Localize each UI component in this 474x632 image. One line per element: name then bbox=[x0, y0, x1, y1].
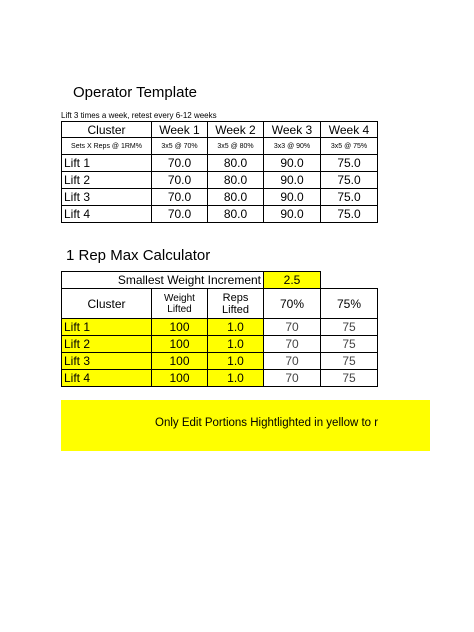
week-value: 90.0 bbox=[264, 172, 321, 189]
header-reps-line-1: Reps bbox=[222, 291, 249, 304]
table-row bbox=[62, 172, 378, 189]
subheader-week-2: 3x5 @ 80% bbox=[208, 138, 264, 155]
weight-input[interactable]: 100 bbox=[152, 336, 208, 353]
reps-input[interactable]: 1.0 bbox=[208, 353, 264, 370]
operator-table bbox=[61, 121, 378, 223]
header-week-4: Week 4 bbox=[321, 122, 378, 138]
header-weight-line-2: Lifted bbox=[167, 303, 192, 315]
instruction-text: Only Edit Portions Hightlighted in yellow to r bbox=[155, 417, 379, 429]
week-value: 80.0 bbox=[208, 206, 264, 223]
week-value: 90.0 bbox=[264, 189, 321, 206]
header-cluster: Cluster bbox=[62, 289, 152, 319]
week-value: 80.0 bbox=[208, 155, 264, 172]
reps-input[interactable]: 1.0 bbox=[208, 336, 264, 353]
subheader-week-4: 3x5 @ 75% bbox=[321, 138, 378, 155]
weight-input[interactable]: 100 bbox=[152, 353, 208, 370]
table-row bbox=[62, 353, 378, 370]
subheader-week-1: 3x5 @ 70% bbox=[152, 138, 208, 155]
lift-label: Lift 4 bbox=[62, 206, 152, 223]
table-row bbox=[62, 155, 378, 172]
header-week-3: Week 3 bbox=[264, 122, 321, 138]
value-75-percent: 75 bbox=[321, 319, 378, 336]
reps-input[interactable]: 1.0 bbox=[208, 319, 264, 336]
lift-label: Lift 2 bbox=[62, 172, 152, 189]
value-75-percent: 75 bbox=[321, 336, 378, 353]
table-row bbox=[62, 189, 378, 206]
header-70-percent: 70% bbox=[264, 289, 321, 319]
week-value: 75.0 bbox=[321, 172, 378, 189]
week-value: 70.0 bbox=[152, 189, 208, 206]
value-70-percent: 70 bbox=[264, 319, 321, 336]
weight-input[interactable]: 100 bbox=[152, 319, 208, 336]
week-value: 75.0 bbox=[321, 155, 378, 172]
calculator-table bbox=[61, 271, 378, 387]
value-70-percent: 70 bbox=[264, 336, 321, 353]
header-week-1: Week 1 bbox=[152, 122, 208, 138]
lift-label[interactable]: Lift 4 bbox=[62, 370, 152, 387]
subheader-sets-reps: Sets X Reps @ 1RM% bbox=[62, 138, 152, 155]
week-value: 75.0 bbox=[321, 206, 378, 223]
week-value: 80.0 bbox=[208, 189, 264, 206]
table-row bbox=[62, 370, 378, 387]
increment-row bbox=[62, 272, 378, 289]
weight-input[interactable]: 100 bbox=[152, 370, 208, 387]
value-75-percent: 75 bbox=[321, 353, 378, 370]
week-value: 75.0 bbox=[321, 189, 378, 206]
increment-label: Smallest Weight Increment bbox=[62, 272, 264, 289]
lift-label[interactable]: Lift 2 bbox=[62, 336, 152, 353]
operator-note: Lift 3 times a week, retest every 6-12 weeks bbox=[61, 111, 217, 120]
week-value: 70.0 bbox=[152, 206, 208, 223]
subheader-week-3: 3x3 @ 90% bbox=[264, 138, 321, 155]
header-reps-lifted bbox=[208, 289, 264, 319]
instruction-banner bbox=[61, 400, 430, 451]
operator-header-row bbox=[62, 122, 378, 138]
week-value: 90.0 bbox=[264, 206, 321, 223]
week-value: 80.0 bbox=[208, 172, 264, 189]
value-70-percent: 70 bbox=[264, 353, 321, 370]
table-row bbox=[62, 336, 378, 353]
header-week-2: Week 2 bbox=[208, 122, 264, 138]
calculator-title: 1 Rep Max Calculator bbox=[66, 247, 211, 264]
header-75-percent: 75% bbox=[321, 289, 378, 319]
header-weight-lifted bbox=[152, 289, 208, 319]
empty-cell bbox=[321, 272, 378, 289]
week-value: 70.0 bbox=[152, 172, 208, 189]
lift-label[interactable]: Lift 1 bbox=[62, 319, 152, 336]
header-weight-line-1: Weight bbox=[164, 292, 195, 304]
value-70-percent: 70 bbox=[264, 370, 321, 387]
calculator-header-row bbox=[62, 289, 378, 319]
reps-input[interactable]: 1.0 bbox=[208, 370, 264, 387]
lift-label: Lift 1 bbox=[62, 155, 152, 172]
week-value: 70.0 bbox=[152, 155, 208, 172]
table-row bbox=[62, 319, 378, 336]
week-value: 90.0 bbox=[264, 155, 321, 172]
operator-title: Operator Template bbox=[73, 84, 197, 101]
operator-subheader-row bbox=[62, 138, 378, 155]
header-reps-line-2: Lifted bbox=[222, 303, 249, 316]
value-75-percent: 75 bbox=[321, 370, 378, 387]
lift-label[interactable]: Lift 3 bbox=[62, 353, 152, 370]
table-row bbox=[62, 206, 378, 223]
lift-label: Lift 3 bbox=[62, 189, 152, 206]
header-cluster: Cluster bbox=[62, 122, 152, 138]
increment-input[interactable]: 2.5 bbox=[264, 272, 321, 289]
